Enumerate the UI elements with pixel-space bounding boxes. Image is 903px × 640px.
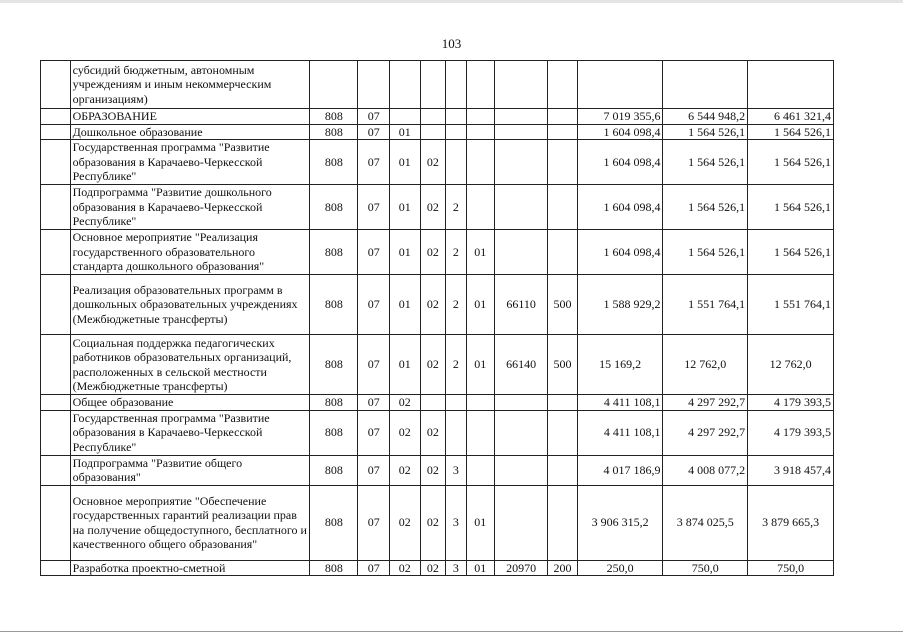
subsection-code-cell: 01 [390, 140, 421, 185]
section-code-cell [358, 61, 390, 109]
section-code-cell: 07 [358, 124, 390, 140]
table-row [41, 560, 834, 576]
program-code-cell [420, 124, 446, 140]
section-code-cell: 07 [358, 275, 390, 335]
section-code-cell: 07 [358, 395, 390, 411]
amount-year1-cell: 4 411 108,1 [577, 395, 663, 411]
scan-bottom-edge [0, 631, 903, 632]
activity-code-cell [466, 455, 495, 485]
row-index-cell [41, 395, 71, 411]
row-index-cell [41, 335, 71, 395]
expense-type-cell: 500 [548, 335, 578, 395]
program-code-cell: 02 [420, 230, 446, 275]
expense-type-cell [548, 124, 578, 140]
subsection-code-cell: 01 [390, 230, 421, 275]
amount-year2-cell: 750,0 [663, 560, 748, 576]
program-code-cell: 02 [420, 485, 446, 560]
amount-year3-cell [748, 61, 834, 109]
amount-year1-cell: 3 906 315,2 [577, 485, 663, 560]
subsection-code-cell: 02 [390, 455, 421, 485]
ved-code-cell: 808 [310, 485, 358, 560]
ved-code-cell: 808 [310, 185, 358, 230]
activity-code-cell [466, 395, 495, 411]
expense-type-cell [548, 410, 578, 455]
row-name-cell: Реализация образовательных программ в дошкольных образовательных учреждениях (Межбюджетные трансферты) [70, 275, 310, 335]
row-name-cell: Социальная поддержка педагогических работников образовательных организаций, расположенных в сельской местности (Межбюджетные трансферты) [70, 335, 310, 395]
row-index-cell [41, 61, 71, 109]
row-name-cell: ОБРАЗОВАНИЕ [70, 109, 310, 125]
table-row [41, 395, 834, 411]
direction-code-cell [495, 485, 548, 560]
program-code-cell [420, 109, 446, 125]
amount-year3-cell: 1 564 526,1 [748, 124, 834, 140]
activity-code-cell: 01 [466, 560, 495, 576]
expense-type-cell [548, 185, 578, 230]
amount-year2-cell: 4 297 292,7 [663, 410, 748, 455]
subprogram-code-cell: 2 [446, 230, 466, 275]
row-name-cell: Основное мероприятие "Обеспечение государственных гарантий реализации прав на получение общедоступного, бесплатного и качественного общего образования" [70, 485, 310, 560]
program-code-cell: 02 [420, 140, 446, 185]
row-name-cell: Основное мероприятие "Реализация государственного образовательного стандарта дошкольного образования" [70, 230, 310, 275]
ved-code-cell: 808 [310, 395, 358, 411]
amount-year2-cell: 6 544 948,2 [663, 109, 748, 125]
table-row [41, 410, 834, 455]
amount-year1-cell: 4 017 186,9 [577, 455, 663, 485]
scan-top-edge [0, 0, 903, 3]
expense-type-cell [548, 230, 578, 275]
row-name-cell: Государственная программа "Развитие образования в Карачаево-Черкесской Республике" [70, 410, 310, 455]
ved-code-cell: 808 [310, 275, 358, 335]
program-code-cell [420, 395, 446, 411]
amount-year1-cell: 4 411 108,1 [577, 410, 663, 455]
activity-code-cell: 01 [466, 275, 495, 335]
subsection-code-cell [390, 109, 421, 125]
amount-year1-cell: 15 169,2 [577, 335, 663, 395]
subsection-code-cell: 01 [390, 185, 421, 230]
expense-type-cell [548, 455, 578, 485]
section-code-cell: 07 [358, 335, 390, 395]
row-name-cell: Государственная программа "Развитие образования в Карачаево-Черкесской Республике" [70, 140, 310, 185]
expense-type-cell [548, 485, 578, 560]
section-code-cell: 07 [358, 410, 390, 455]
table-row [41, 140, 834, 185]
direction-code-cell [495, 124, 548, 140]
amount-year2-cell: 4 008 077,2 [663, 455, 748, 485]
subsection-code-cell [390, 61, 421, 109]
direction-code-cell [495, 230, 548, 275]
activity-code-cell [466, 185, 495, 230]
ved-code-cell: 808 [310, 410, 358, 455]
amount-year1-cell: 1 604 098,4 [577, 185, 663, 230]
activity-code-cell: 01 [466, 335, 495, 395]
activity-code-cell: 01 [466, 230, 495, 275]
expense-type-cell [548, 140, 578, 185]
row-index-cell [41, 185, 71, 230]
direction-code-cell: 20970 [495, 560, 548, 576]
subsection-code-cell: 01 [390, 335, 421, 395]
amount-year3-cell: 12 762,0 [748, 335, 834, 395]
direction-code-cell [495, 61, 548, 109]
section-code-cell: 07 [358, 185, 390, 230]
table-row [41, 185, 834, 230]
row-index-cell [41, 485, 71, 560]
page-number: 103 [441, 36, 462, 51]
row-index-cell [41, 124, 71, 140]
subprogram-code-cell: 3 [446, 485, 466, 560]
amount-year1-cell: 1 588 929,2 [577, 275, 663, 335]
program-code-cell [420, 61, 446, 109]
ved-code-cell [310, 61, 358, 109]
program-code-cell: 02 [420, 275, 446, 335]
expense-type-cell: 200 [548, 560, 578, 576]
amount-year1-cell: 250,0 [577, 560, 663, 576]
budget-table [40, 60, 834, 576]
row-index-cell [41, 140, 71, 185]
activity-code-cell [466, 140, 495, 185]
amount-year2-cell [663, 61, 748, 109]
row-index-cell [41, 109, 71, 125]
subprogram-code-cell: 2 [446, 185, 466, 230]
amount-year1-cell: 1 604 098,4 [577, 124, 663, 140]
amount-year3-cell: 1 564 526,1 [748, 230, 834, 275]
subprogram-code-cell: 2 [446, 275, 466, 335]
row-index-cell [41, 560, 71, 576]
direction-code-cell [495, 395, 548, 411]
subprogram-code-cell: 3 [446, 560, 466, 576]
subprogram-code-cell [446, 61, 466, 109]
row-index-cell [41, 230, 71, 275]
row-name-cell: Дошкольное образование [70, 124, 310, 140]
row-index-cell [41, 455, 71, 485]
activity-code-cell [466, 410, 495, 455]
section-code-cell: 07 [358, 485, 390, 560]
amount-year3-cell: 1 551 764,1 [748, 275, 834, 335]
amount-year2-cell: 1 564 526,1 [663, 124, 748, 140]
program-code-cell: 02 [420, 560, 446, 576]
subsection-code-cell: 02 [390, 560, 421, 576]
amount-year3-cell: 1 564 526,1 [748, 185, 834, 230]
row-name-cell: Подпрограмма "Развитие дошкольного образования в Карачаево-Черкесской Республике" [70, 185, 310, 230]
direction-code-cell [495, 185, 548, 230]
amount-year1-cell: 1 604 098,4 [577, 230, 663, 275]
subsection-code-cell: 01 [390, 124, 421, 140]
table-row [41, 109, 834, 125]
amount-year2-cell: 1 564 526,1 [663, 230, 748, 275]
subprogram-code-cell [446, 140, 466, 185]
table-row [41, 230, 834, 275]
amount-year2-cell: 3 874 025,5 [663, 485, 748, 560]
direction-code-cell [495, 410, 548, 455]
program-code-cell: 02 [420, 455, 446, 485]
amount-year3-cell: 4 179 393,5 [748, 410, 834, 455]
subprogram-code-cell: 3 [446, 455, 466, 485]
amount-year3-cell: 3 879 665,3 [748, 485, 834, 560]
ved-code-cell: 808 [310, 335, 358, 395]
ved-code-cell: 808 [310, 109, 358, 125]
table-row [41, 455, 834, 485]
expense-type-cell [548, 109, 578, 125]
activity-code-cell [466, 61, 495, 109]
direction-code-cell [495, 455, 548, 485]
direction-code-cell [495, 140, 548, 185]
row-name-cell: субсидий бюджетным, автономным учреждениям и иным некоммерческим организациям) [70, 61, 310, 109]
program-code-cell: 02 [420, 335, 446, 395]
section-code-cell: 07 [358, 455, 390, 485]
amount-year2-cell: 12 762,0 [663, 335, 748, 395]
amount-year3-cell: 750,0 [748, 560, 834, 576]
subprogram-code-cell [446, 410, 466, 455]
amount-year3-cell: 6 461 321,4 [748, 109, 834, 125]
subprogram-code-cell [446, 124, 466, 140]
row-index-cell [41, 410, 71, 455]
amount-year2-cell: 1 551 764,1 [663, 275, 748, 335]
ved-code-cell: 808 [310, 124, 358, 140]
subprogram-code-cell: 2 [446, 335, 466, 395]
table-row [41, 275, 834, 335]
amount-year1-cell: 7 019 355,6 [577, 109, 663, 125]
direction-code-cell: 66140 [495, 335, 548, 395]
subsection-code-cell: 02 [390, 410, 421, 455]
program-code-cell: 02 [420, 410, 446, 455]
budget-table-body [41, 61, 834, 576]
activity-code-cell [466, 124, 495, 140]
ved-code-cell: 808 [310, 560, 358, 576]
ved-code-cell: 808 [310, 230, 358, 275]
direction-code-cell: 66110 [495, 275, 548, 335]
amount-year2-cell: 4 297 292,7 [663, 395, 748, 411]
subsection-code-cell: 02 [390, 395, 421, 411]
amount-year2-cell: 1 564 526,1 [663, 140, 748, 185]
direction-code-cell [495, 109, 548, 125]
ved-code-cell: 808 [310, 455, 358, 485]
amount-year3-cell: 4 179 393,5 [748, 395, 834, 411]
table-row [41, 485, 834, 560]
table-row [41, 124, 834, 140]
amount-year1-cell [577, 61, 663, 109]
subsection-code-cell: 01 [390, 275, 421, 335]
row-name-cell: Разработка проектно-сметной [70, 560, 310, 576]
activity-code-cell: 01 [466, 485, 495, 560]
expense-type-cell [548, 61, 578, 109]
ved-code-cell: 808 [310, 140, 358, 185]
section-code-cell: 07 [358, 109, 390, 125]
subprogram-code-cell [446, 109, 466, 125]
table-row [41, 61, 834, 109]
row-index-cell [41, 275, 71, 335]
section-code-cell: 07 [358, 140, 390, 185]
row-name-cell: Общее образование [70, 395, 310, 411]
expense-type-cell: 500 [548, 275, 578, 335]
amount-year2-cell: 1 564 526,1 [663, 185, 748, 230]
program-code-cell: 02 [420, 185, 446, 230]
subsection-code-cell: 02 [390, 485, 421, 560]
amount-year1-cell: 1 604 098,4 [577, 140, 663, 185]
amount-year3-cell: 1 564 526,1 [748, 140, 834, 185]
row-name-cell: Подпрограмма "Развитие общего образования" [70, 455, 310, 485]
activity-code-cell [466, 109, 495, 125]
subprogram-code-cell [446, 395, 466, 411]
section-code-cell: 07 [358, 230, 390, 275]
amount-year3-cell: 3 918 457,4 [748, 455, 834, 485]
expense-type-cell [548, 395, 578, 411]
section-code-cell: 07 [358, 560, 390, 576]
table-row [41, 335, 834, 395]
